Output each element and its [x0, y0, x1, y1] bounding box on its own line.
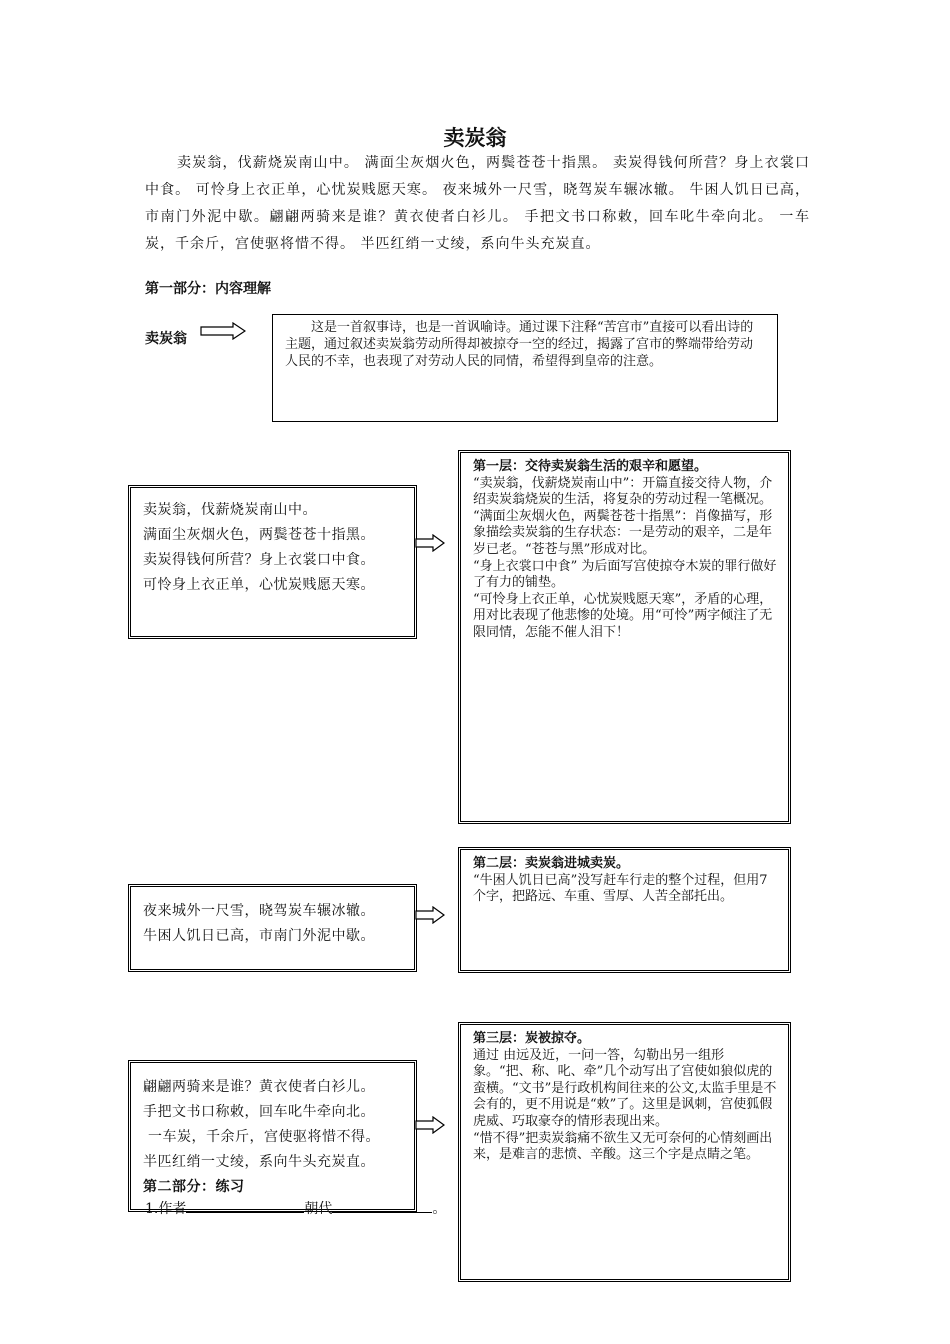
poem-line: 可怜身上衣正单，心忧炭贱愿天寒。 — [143, 577, 375, 593]
note-heading: 第三层：炭被掠夺。 — [473, 1031, 591, 1046]
note-paragraph: “身上衣裳口中食” 为后面写宫使掠夺木炭的罪行做好了有力的铺垫。 — [473, 558, 777, 591]
poem-line: 卖炭得钱何所营？身上衣裳口中食。 — [143, 552, 375, 568]
q1-end: 。 — [432, 1201, 447, 1217]
page-title: 卖炭翁 — [443, 126, 507, 150]
poem-line: 卖炭翁，伐薪烧炭南山中。 — [143, 502, 317, 518]
part2-heading: 第二部分：练习 — [143, 1179, 245, 1195]
poem-line: 满面尘灰烟火色，两鬓苍苍十指黑。 — [143, 527, 375, 543]
poem-box-3 — [128, 1060, 417, 1212]
notes-box-3 — [458, 1022, 791, 1282]
note-paragraph: “卖炭翁，伐薪烧炭南山中”：开篇直接交待人物，介绍卖炭翁烧炭的生活，将复杂的劳动过程一笔概况。 — [473, 475, 773, 508]
right-arrow-icon — [415, 534, 445, 552]
poem-text: 卖炭翁，伐薪烧炭南山中。 满面尘灰烟火色，两鬓苍苍十指黑。 卖炭得钱何所营？身上衣裳口中食。 可怜身上衣正单，心忧炭贱愿天寒。 夜来城外一尺雪，晓驾炭车辗冰辙。 牛困人饥日已高，市南门外泥中歇。翩翩两骑来是谁？黄衣使者白衫儿。 手把文书口称敕，回车叱牛牵向北。 一车炭，千余斤，宫使驱将惜不得。 半匹红绡一丈绫，系向牛头充炭直。 — [145, 155, 810, 252]
exercise-q1 — [145, 1198, 446, 1219]
poem-box-1 — [128, 485, 417, 639]
note-paragraph: “牛困人饥日已高”没写赶车行走的整个过程，但用7个字，把路远、车重、雪厚、人苦全部托出。 — [473, 872, 768, 905]
summary-box: 这是一首叙事诗，也是一首讽喻诗。通过课下注释“苦宫市”直接可以看出诗的主题，通过叙述卖炭翁劳动所得却被掠夺一空的经过，揭露了宫市的弊端带给劳动人民的不幸，也表现了对劳动人民的同情，希望得到皇帝的注意。 — [272, 314, 778, 422]
part1-heading: 第一部分：内容理解 — [145, 281, 271, 297]
note-heading: 第二层：卖炭翁进城卖炭。 — [473, 856, 630, 871]
right-arrow-icon — [415, 906, 445, 924]
q1-mid: 朝代 — [304, 1201, 333, 1217]
note-paragraph: “可怜身上衣正单，心忧炭贱愿天寒”，矛盾的心理，用对比表现了他悲惨的处境。用“可怜”两字倾注了无限同情，怎能不催人泪下！ — [473, 591, 773, 640]
right-arrow-icon — [415, 1116, 445, 1134]
poem-line: 半匹红绡一丈绫，系向牛头充炭直。 — [143, 1154, 375, 1170]
notes-box-1 — [458, 450, 791, 824]
note-paragraph: “惜不得”把卖炭翁痛不欲生又无可奈何的心情刻画出来，是难言的悲愤、辛酸。这三个字是点睛之笔。 — [473, 1130, 773, 1163]
q1-prefix: 1.作者 — [145, 1201, 187, 1217]
poem-line: 一车炭，千余斤，宫使驱将惜不得。 — [143, 1129, 380, 1145]
poem-line: 牛困人饥日已高，市南门外泥中歇。 — [143, 928, 375, 944]
author-blank[interactable] — [186, 1198, 304, 1213]
note-paragraph: “满面尘灰烟火色，两鬓苍苍十指黑”：肖像描写，形象描绘卖炭翁的生存状态：一是劳动的艰辛，二是年岁已老。“苍苍与黑”形成对比。 — [473, 508, 773, 557]
note-paragraph: 通过 由远及近，一问一答，勾勒出另一组形象。“把、称、叱、牵”几个动写出了宫使如狼似虎的蛮横。“文书”是行政机构间往来的公文,太监手里是不会有的，更不用说是“敕”了。这里是讽刺，宫使狐假虎威、巧取豪夺的情形表现出来。 — [473, 1047, 777, 1129]
note-heading: 第一层：交待卖炭翁生活的艰辛和愿望。 — [473, 459, 708, 474]
poem-line: 手把文书口称敕，回车叱牛牵向北。 — [143, 1104, 375, 1120]
poem-line: 翩翩两骑来是谁？黄衣使者白衫儿。 — [143, 1079, 375, 1095]
right-arrow-icon — [200, 322, 246, 340]
notes-box-2 — [458, 847, 791, 973]
poem-line: 夜来城外一尺雪，晓驾炭车辗冰辙。 — [143, 903, 375, 919]
summary-label: 卖炭翁 — [145, 331, 187, 347]
poem-box-2 — [128, 884, 417, 972]
dynasty-blank[interactable] — [332, 1198, 432, 1213]
